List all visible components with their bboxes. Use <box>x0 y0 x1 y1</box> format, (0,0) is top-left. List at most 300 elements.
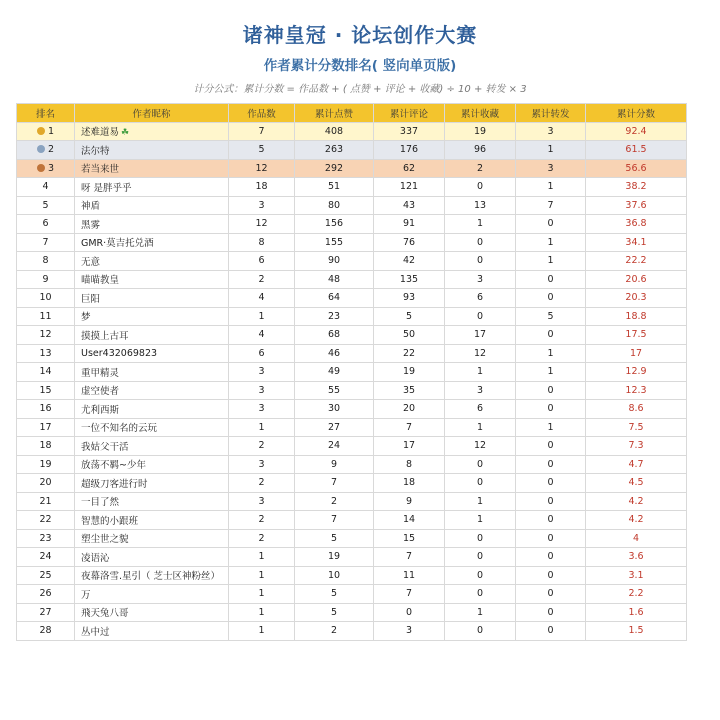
comments-cell <box>374 622 445 641</box>
rank-cell <box>17 585 75 604</box>
shares-cell <box>516 585 586 604</box>
favorites-cell <box>445 363 516 382</box>
table-row <box>17 122 687 141</box>
shares-text: 0 <box>547 569 554 581</box>
works-cell <box>229 141 295 160</box>
works-cell <box>229 622 295 641</box>
likes-cell <box>295 270 374 289</box>
score-cell <box>586 455 687 474</box>
works-text: 3 <box>258 366 265 378</box>
likes-text: 90 <box>327 255 341 267</box>
works-cell <box>229 307 295 326</box>
author-name-cell <box>75 159 229 178</box>
works-cell <box>229 418 295 437</box>
rank-text: 23 <box>39 532 52 544</box>
author-name-cell <box>75 196 229 215</box>
favorites-cell <box>445 622 516 641</box>
favorites-cell <box>445 215 516 234</box>
shares-text: 1 <box>547 421 554 433</box>
likes-text: 408 <box>324 125 344 137</box>
works-text: 2 <box>258 514 265 526</box>
rank-cell <box>17 178 75 197</box>
score-cell <box>586 400 687 419</box>
rank-cell <box>17 344 75 363</box>
likes-cell <box>295 622 374 641</box>
likes-text: 27 <box>327 421 341 433</box>
score-text: 92.4 <box>625 125 647 137</box>
comments-cell <box>374 270 445 289</box>
table-row <box>17 381 687 400</box>
score-text: 36.8 <box>625 218 647 230</box>
works-text: 3 <box>258 199 265 211</box>
comments-cell <box>374 585 445 604</box>
favorites-text: 0 <box>476 310 484 322</box>
shares-cell <box>516 141 586 160</box>
rank-text: 15 <box>39 384 52 396</box>
comments-cell <box>374 492 445 511</box>
rank-text: 8 <box>42 255 49 267</box>
comments-cell <box>374 418 445 437</box>
shares-text: 0 <box>547 477 554 489</box>
author-name-text: 无意 <box>81 256 101 268</box>
shares-cell <box>516 603 586 622</box>
works-text: 5 <box>258 144 265 156</box>
score-text: 7.3 <box>628 440 644 452</box>
favorites-text: 1 <box>476 366 484 378</box>
score-cell <box>586 548 687 567</box>
rank-text: 22 <box>39 514 52 526</box>
works-cell <box>229 289 295 308</box>
shares-text: 0 <box>547 218 554 230</box>
author-name-text: 尤利西斯 <box>81 404 120 416</box>
rank-cell <box>17 529 75 548</box>
works-text: 1 <box>258 569 265 581</box>
likes-text: 292 <box>324 162 344 174</box>
rank-cell <box>17 252 75 271</box>
column-header-author: 作者昵称 <box>75 104 229 123</box>
rank-cell <box>17 307 75 326</box>
score-text: 37.6 <box>625 199 647 211</box>
table-body <box>17 122 687 640</box>
favorites-text: 0 <box>476 255 484 267</box>
likes-text: 51 <box>327 181 341 193</box>
favorites-cell <box>445 548 516 567</box>
favorites-text: 3 <box>476 273 484 285</box>
shares-text: 0 <box>547 588 554 600</box>
comments-cell <box>374 437 445 456</box>
author-name-text: 我姑父干活 <box>81 441 129 453</box>
comments-text: 91 <box>402 218 416 230</box>
author-name-cell <box>75 529 229 548</box>
favorites-text: 6 <box>476 403 484 415</box>
shares-text: 0 <box>547 606 554 618</box>
favorites-cell <box>445 122 516 141</box>
rank-cell <box>17 215 75 234</box>
score-text: 18.8 <box>625 310 647 322</box>
shares-cell <box>516 437 586 456</box>
works-cell <box>229 492 295 511</box>
works-text: 8 <box>258 236 265 248</box>
comments-cell <box>374 196 445 215</box>
comments-text: 20 <box>402 403 416 415</box>
score-text: 1.5 <box>628 625 644 637</box>
comments-text: 8 <box>405 458 413 470</box>
shares-text: 1 <box>547 347 554 359</box>
rank-text: 5 <box>42 199 49 211</box>
works-cell <box>229 585 295 604</box>
likes-text: 24 <box>327 440 341 452</box>
score-text: 3.1 <box>628 569 644 581</box>
author-name-cell <box>75 122 229 141</box>
works-cell <box>229 178 295 197</box>
rank-text: 13 <box>39 347 52 359</box>
comments-cell <box>374 178 445 197</box>
score-cell <box>586 603 687 622</box>
works-cell <box>229 122 295 141</box>
score-cell <box>586 270 687 289</box>
shares-text: 1 <box>547 144 554 156</box>
shares-text: 1 <box>547 181 554 193</box>
works-text: 3 <box>258 384 265 396</box>
comments-text: 15 <box>402 532 416 544</box>
likes-cell <box>295 455 374 474</box>
likes-text: 7 <box>330 514 338 526</box>
comments-text: 35 <box>402 384 416 396</box>
score-text: 3.6 <box>628 551 644 563</box>
works-text: 2 <box>258 532 265 544</box>
likes-text: 49 <box>327 366 341 378</box>
author-name-cell <box>75 437 229 456</box>
works-cell <box>229 511 295 530</box>
score-cell <box>586 511 687 530</box>
rank-text: 3 <box>47 162 55 174</box>
works-text: 12 <box>255 218 268 230</box>
works-text: 6 <box>258 255 265 267</box>
score-cell <box>586 196 687 215</box>
author-name-text: 飛天兔八哥 <box>81 608 129 620</box>
favorites-text: 0 <box>476 181 484 193</box>
shares-cell <box>516 511 586 530</box>
rank-text: 21 <box>39 495 52 507</box>
likes-text: 5 <box>330 606 338 618</box>
favorites-cell <box>445 307 516 326</box>
likes-cell <box>295 363 374 382</box>
works-text: 3 <box>258 495 265 507</box>
shares-cell <box>516 474 586 493</box>
shares-cell <box>516 566 586 585</box>
author-name-cell <box>75 474 229 493</box>
table-row <box>17 307 687 326</box>
favorites-text: 0 <box>476 458 484 470</box>
author-name-cell <box>75 233 229 252</box>
score-cell <box>586 326 687 345</box>
score-text: 12.3 <box>625 384 647 396</box>
comments-cell <box>374 344 445 363</box>
likes-cell <box>295 289 374 308</box>
favorites-cell <box>445 270 516 289</box>
comments-cell <box>374 159 445 178</box>
works-text: 18 <box>255 181 268 193</box>
shares-cell <box>516 381 586 400</box>
score-text: 4.2 <box>628 495 644 507</box>
score-cell <box>586 492 687 511</box>
works-cell <box>229 326 295 345</box>
favorites-text: 1 <box>476 514 484 526</box>
likes-cell <box>295 159 374 178</box>
rank-cell <box>17 289 75 308</box>
favorites-text: 0 <box>476 569 484 581</box>
favorites-cell <box>445 381 516 400</box>
favorites-text: 96 <box>473 144 487 156</box>
works-text: 4 <box>258 329 265 341</box>
shares-text: 0 <box>547 384 554 396</box>
works-text: 7 <box>258 125 265 137</box>
comments-cell <box>374 548 445 567</box>
comments-text: 9 <box>405 495 413 507</box>
shares-cell <box>516 252 586 271</box>
favorites-text: 12 <box>473 347 487 359</box>
favorites-text: 0 <box>476 625 484 637</box>
author-name-cell <box>75 270 229 289</box>
rank-text: 26 <box>39 588 52 600</box>
comments-cell <box>374 363 445 382</box>
comments-text: 135 <box>399 273 419 285</box>
shares-cell <box>516 529 586 548</box>
author-name-text: 虚空使者 <box>81 386 120 398</box>
likes-cell <box>295 381 374 400</box>
favorites-text: 19 <box>473 125 487 137</box>
shares-text: 0 <box>547 292 554 304</box>
favorites-text: 0 <box>476 236 484 248</box>
table-row <box>17 400 687 419</box>
column-header-shares: 累计转发 <box>516 104 586 123</box>
comments-text: 62 <box>402 162 416 174</box>
works-text: 2 <box>258 440 265 452</box>
likes-cell <box>295 585 374 604</box>
favorites-text: 0 <box>476 532 484 544</box>
rank-cell <box>17 141 75 160</box>
author-name-text: 重甲精灵 <box>81 367 120 379</box>
score-cell <box>586 363 687 382</box>
rank-text: 16 <box>39 403 52 415</box>
table-row <box>17 363 687 382</box>
table-row <box>17 455 687 474</box>
likes-cell <box>295 326 374 345</box>
favorites-cell <box>445 289 516 308</box>
rank-text: 28 <box>39 625 52 637</box>
score-text: 61.5 <box>625 144 647 156</box>
shares-text: 0 <box>547 625 554 637</box>
author-name-cell <box>75 548 229 567</box>
column-header-comments: 累计评论 <box>374 104 445 123</box>
works-text: 6 <box>258 347 265 359</box>
shares-text: 3 <box>547 162 554 174</box>
author-name-text: 夜幕洛雪.星引（ 芝士区神粉丝） <box>81 571 221 583</box>
rank-text: 12 <box>39 329 52 341</box>
author-name-text: 梦 <box>81 312 91 324</box>
shares-cell <box>516 159 586 178</box>
works-cell <box>229 603 295 622</box>
likes-text: 55 <box>327 384 341 396</box>
likes-cell <box>295 400 374 419</box>
likes-text: 5 <box>330 532 338 544</box>
table-row <box>17 215 687 234</box>
score-cell <box>586 215 687 234</box>
works-cell <box>229 548 295 567</box>
author-name-text: 呀 是胖乎乎 <box>81 182 132 194</box>
likes-cell <box>295 344 374 363</box>
author-name-cell <box>75 622 229 641</box>
comments-text: 5 <box>405 310 413 322</box>
comments-text: 176 <box>399 144 419 156</box>
author-name-text: 法尔特 <box>81 145 110 157</box>
table-row <box>17 159 687 178</box>
author-name-cell <box>75 400 229 419</box>
score-cell <box>586 474 687 493</box>
likes-text: 68 <box>327 329 341 341</box>
column-header-favorites: 累计收藏 <box>445 104 516 123</box>
comments-text: 0 <box>405 606 413 618</box>
shares-cell <box>516 418 586 437</box>
silver-medal-icon <box>37 145 45 153</box>
likes-cell <box>295 492 374 511</box>
score-cell <box>586 289 687 308</box>
rank-text: 6 <box>42 218 49 230</box>
table-row <box>17 141 687 160</box>
author-name-cell <box>75 566 229 585</box>
rank-cell <box>17 381 75 400</box>
shares-text: 0 <box>547 495 554 507</box>
shares-cell <box>516 122 586 141</box>
works-text: 1 <box>258 551 265 563</box>
rank-text: 24 <box>39 551 52 563</box>
score-text: 1.6 <box>628 606 644 618</box>
comments-cell <box>374 122 445 141</box>
favorites-text: 17 <box>473 329 487 341</box>
favorites-cell <box>445 437 516 456</box>
works-text: 2 <box>258 477 265 489</box>
author-name-text: User432069823 <box>81 347 158 359</box>
author-name-cell <box>75 178 229 197</box>
favorites-cell <box>445 511 516 530</box>
likes-text: 80 <box>327 199 341 211</box>
column-header-likes: 累计点赞 <box>295 104 374 123</box>
works-cell <box>229 400 295 419</box>
favorites-cell <box>445 196 516 215</box>
score-cell <box>586 344 687 363</box>
comments-cell <box>374 326 445 345</box>
likes-cell <box>295 418 374 437</box>
author-name-cell <box>75 455 229 474</box>
comments-cell <box>374 529 445 548</box>
author-name-text: 丛中过 <box>81 626 110 638</box>
favorites-cell <box>445 252 516 271</box>
works-cell <box>229 363 295 382</box>
table-row <box>17 566 687 585</box>
shares-cell <box>516 492 586 511</box>
favorites-text: 13 <box>473 199 487 211</box>
favorites-cell <box>445 529 516 548</box>
favorites-text: 0 <box>476 551 484 563</box>
likes-text: 5 <box>330 588 338 600</box>
shares-cell <box>516 289 586 308</box>
score-cell <box>586 178 687 197</box>
comments-text: 11 <box>402 569 416 581</box>
rank-cell <box>17 548 75 567</box>
rank-cell <box>17 437 75 456</box>
author-name-text: 黑雾 <box>81 219 101 231</box>
rank-text: 17 <box>39 421 52 433</box>
likes-text: 64 <box>327 292 341 304</box>
shares-cell <box>516 455 586 474</box>
works-text: 1 <box>258 625 265 637</box>
likes-text: 155 <box>324 236 344 248</box>
favorites-cell <box>445 455 516 474</box>
author-name-cell <box>75 141 229 160</box>
table-row <box>17 289 687 308</box>
favorites-text: 2 <box>476 162 484 174</box>
favorites-cell <box>445 492 516 511</box>
shares-text: 0 <box>547 458 554 470</box>
author-name-cell <box>75 344 229 363</box>
rank-cell <box>17 196 75 215</box>
rank-cell <box>17 511 75 530</box>
works-cell <box>229 196 295 215</box>
rank-text: 19 <box>39 458 52 470</box>
score-cell <box>586 566 687 585</box>
author-name-text: 述难道易 <box>81 127 120 139</box>
shares-text: 1 <box>547 366 554 378</box>
score-text: 38.2 <box>625 181 647 193</box>
shares-cell <box>516 307 586 326</box>
author-name-cell <box>75 252 229 271</box>
works-cell <box>229 437 295 456</box>
comments-cell <box>374 400 445 419</box>
shares-cell <box>516 178 586 197</box>
works-cell <box>229 455 295 474</box>
score-text: 8.6 <box>628 403 644 415</box>
comments-cell <box>374 233 445 252</box>
shares-cell <box>516 548 586 567</box>
rank-cell <box>17 400 75 419</box>
author-name-cell <box>75 381 229 400</box>
author-name-text: 摸摸上古耳 <box>81 330 129 342</box>
table-row <box>17 492 687 511</box>
shares-text: 7 <box>547 199 554 211</box>
works-cell <box>229 159 295 178</box>
favorites-cell <box>445 418 516 437</box>
shares-cell <box>516 326 586 345</box>
score-text: 4.7 <box>628 458 644 470</box>
works-text: 3 <box>258 403 265 415</box>
likes-cell <box>295 566 374 585</box>
comments-cell <box>374 289 445 308</box>
favorites-cell <box>445 344 516 363</box>
favorites-text: 1 <box>476 421 484 433</box>
author-name-text: 一位不知名的云玩 <box>81 423 158 435</box>
rank-cell <box>17 122 75 141</box>
likes-text: 10 <box>327 569 341 581</box>
rank-cell <box>17 474 75 493</box>
comments-text: 7 <box>405 588 413 600</box>
works-cell <box>229 566 295 585</box>
score-text: 20.6 <box>625 273 647 285</box>
comments-cell <box>374 252 445 271</box>
likes-text: 48 <box>327 273 341 285</box>
comments-text: 17 <box>402 440 416 452</box>
author-name-text: 若当来世 <box>81 164 120 176</box>
table-row <box>17 252 687 271</box>
